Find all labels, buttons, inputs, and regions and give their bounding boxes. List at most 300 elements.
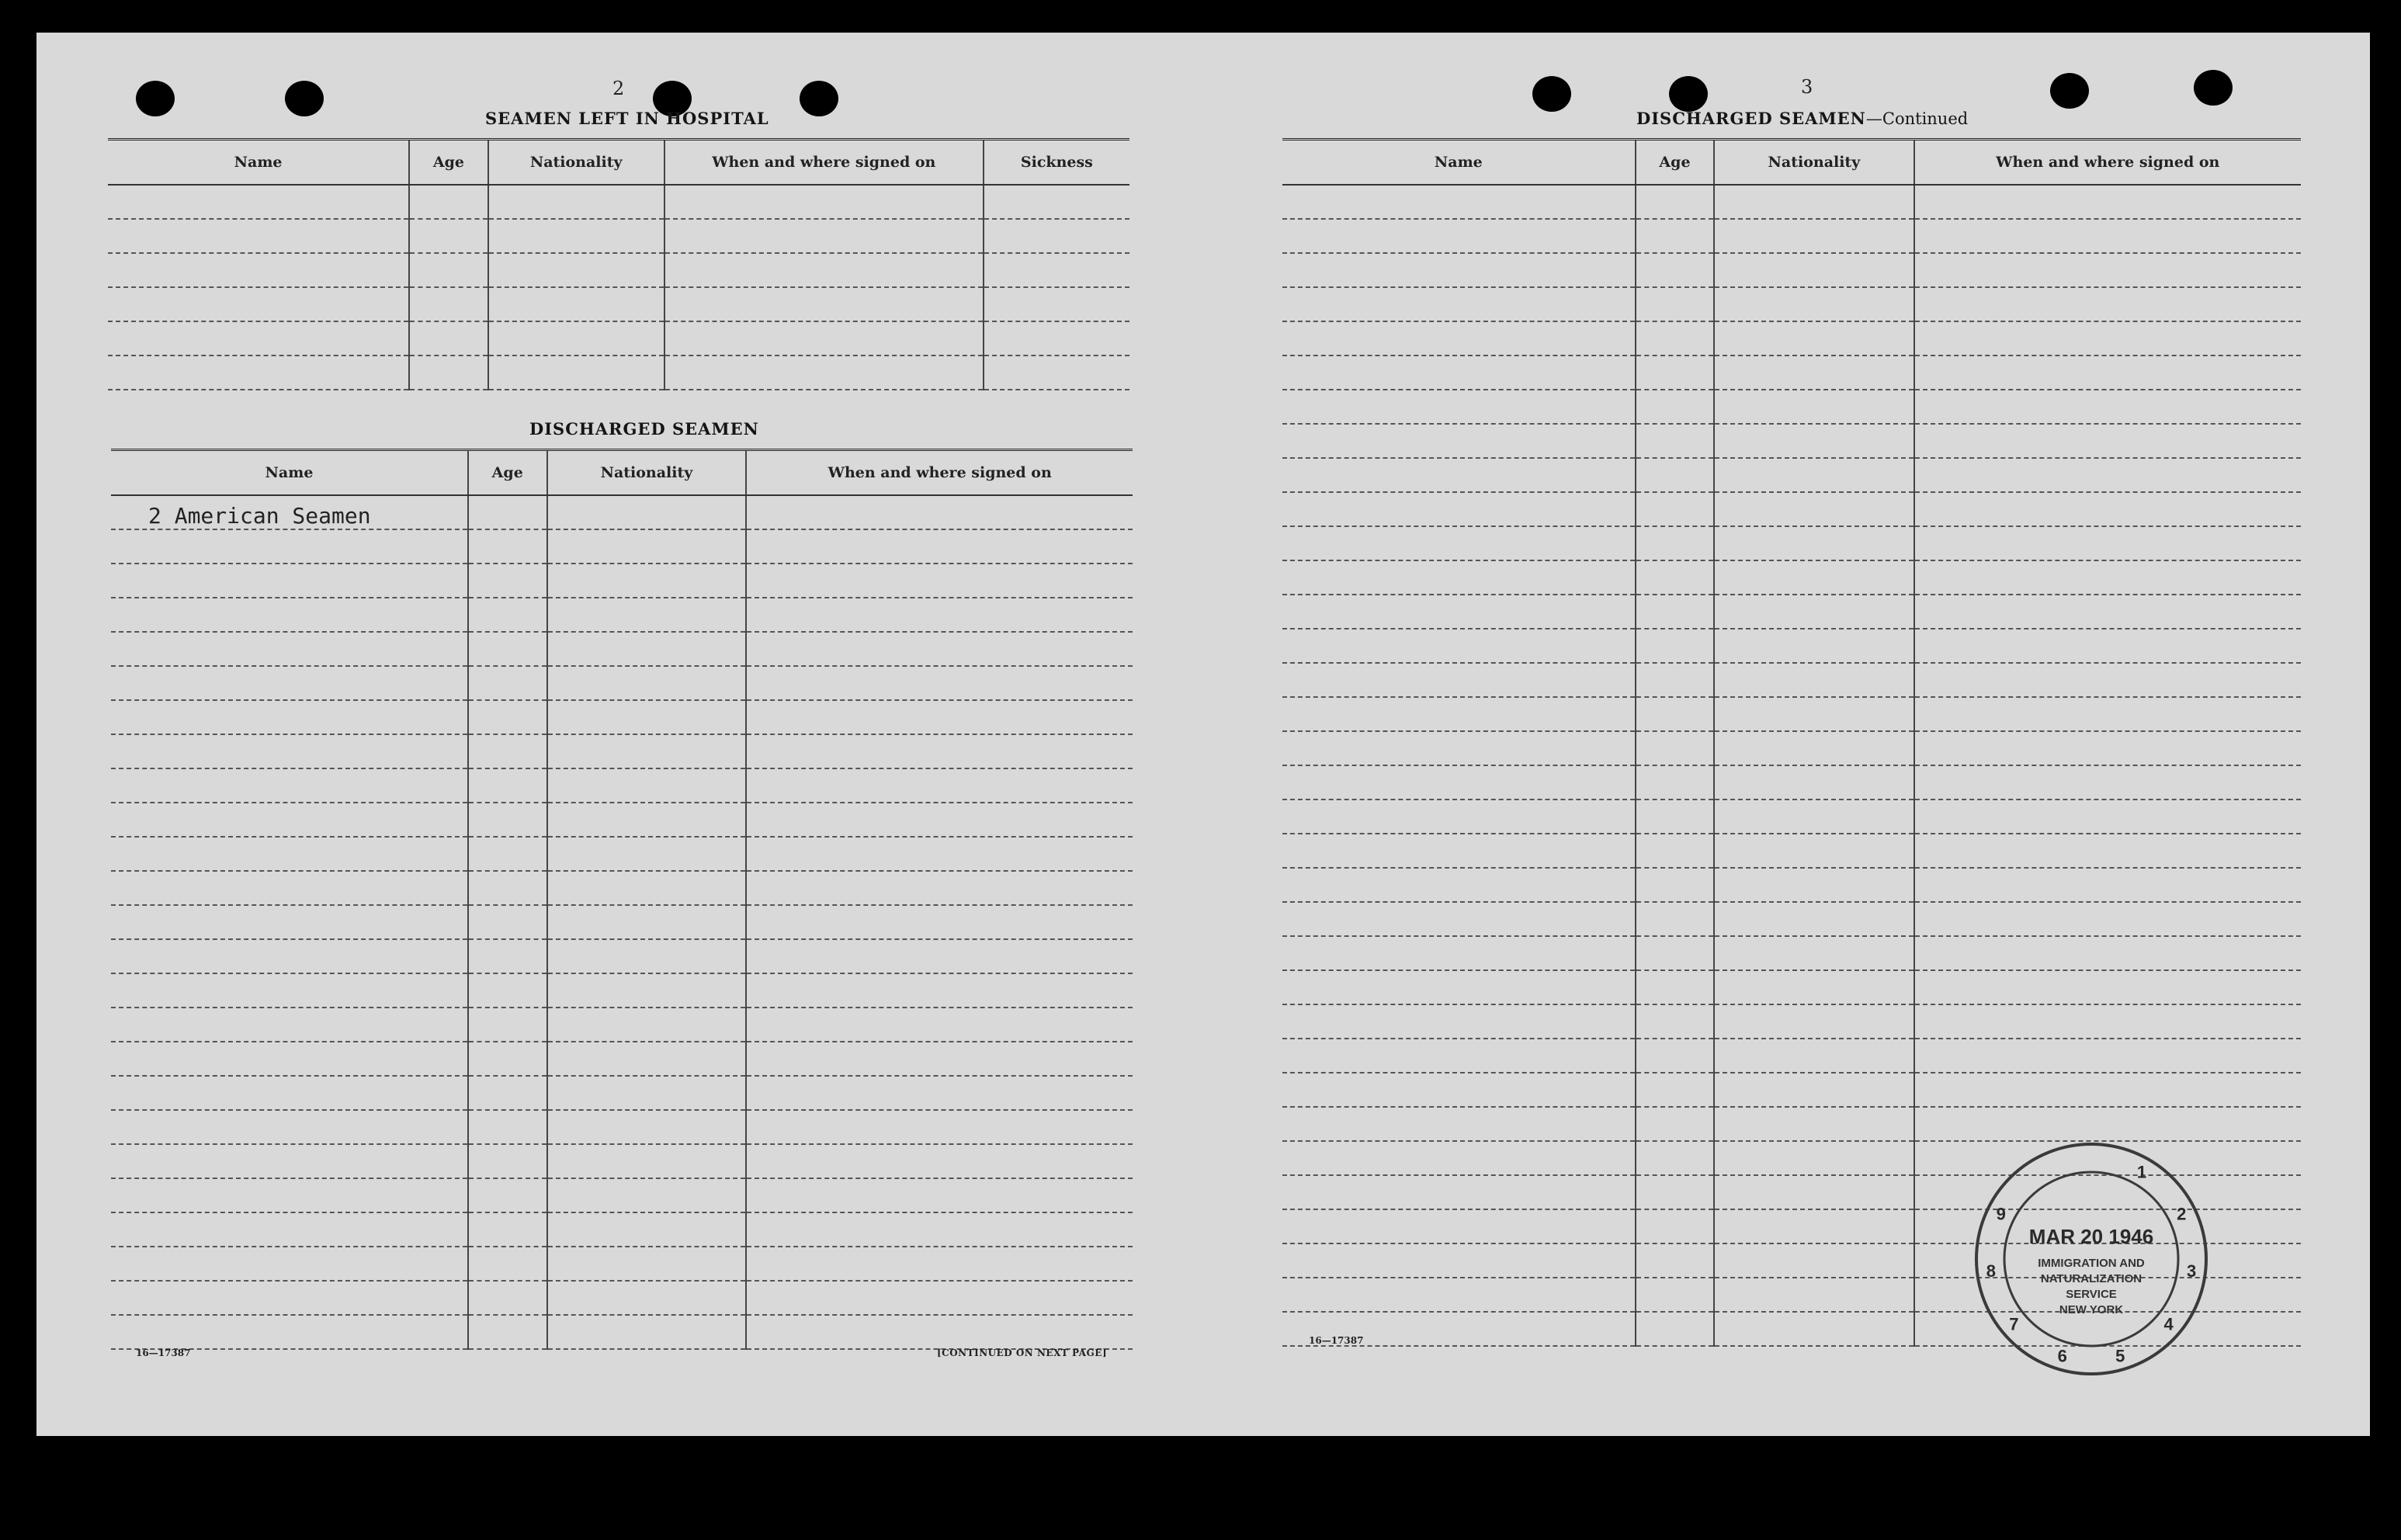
table-cell	[1282, 868, 1636, 902]
table-cell	[1282, 1243, 1636, 1278]
table-cell	[1282, 629, 1636, 663]
table-cell	[1636, 1004, 1715, 1039]
table-row	[111, 1110, 1133, 1144]
table-cell	[468, 837, 547, 871]
table-row	[111, 529, 1133, 564]
table-cell	[468, 1008, 547, 1042]
table-cell	[111, 1042, 468, 1076]
table-cell	[1636, 936, 1715, 970]
table-row	[111, 700, 1133, 734]
table-cell	[1636, 390, 1715, 424]
table-cell	[1914, 458, 2302, 492]
table-cell	[1636, 799, 1715, 834]
table-row	[1282, 492, 2301, 526]
table-row	[1282, 697, 2301, 731]
table-cell	[108, 356, 409, 390]
table-row	[111, 1315, 1133, 1349]
table-cell	[468, 1212, 547, 1247]
column-header: Age	[409, 140, 487, 186]
table-cell	[1914, 1039, 2302, 1073]
table-row	[1282, 390, 2301, 424]
table-cell	[1914, 663, 2302, 697]
table-cell	[468, 1247, 547, 1281]
table-cell	[746, 700, 1133, 734]
table-cell	[984, 185, 1129, 219]
table-cell	[1636, 219, 1715, 253]
table-cell	[1636, 731, 1715, 765]
table-cell	[409, 356, 487, 390]
table-cell	[547, 1247, 747, 1281]
column-header: When and where signed on	[664, 140, 984, 186]
table-cell	[547, 529, 747, 564]
table-cell	[1636, 1141, 1715, 1175]
table-cell	[111, 1144, 468, 1178]
table-cell	[1282, 1141, 1636, 1175]
table-cell	[1282, 390, 1636, 424]
table-cell	[547, 905, 747, 939]
table-cell	[1282, 697, 1636, 731]
stamp-line: NATURALIZATION	[2040, 1272, 2143, 1285]
table-header-row	[111, 450, 1133, 496]
column-header: When and where signed on	[746, 450, 1133, 496]
table-cell	[547, 1144, 747, 1178]
table-row	[1282, 834, 2301, 868]
stamp-ring-digit: 9	[1996, 1204, 2006, 1224]
table-cell	[1636, 595, 1715, 629]
table-cell	[111, 768, 468, 803]
table-cell	[547, 1212, 747, 1247]
table-cell	[746, 973, 1133, 1008]
table-cell	[1714, 663, 1914, 697]
page-number: 2	[612, 78, 625, 99]
table-cell	[1282, 287, 1636, 321]
table-cell	[1714, 697, 1914, 731]
table-cell	[1636, 1312, 1715, 1346]
table-cell	[1714, 1278, 1914, 1312]
table-cell	[108, 287, 409, 321]
table-cell	[468, 1042, 547, 1076]
table-row	[111, 939, 1133, 973]
table-cell	[1914, 902, 2302, 936]
table-cell	[488, 287, 664, 321]
table-cell	[468, 768, 547, 803]
table-cell	[1282, 595, 1636, 629]
table-cell	[111, 734, 468, 768]
table-cell	[108, 321, 409, 356]
table-row	[108, 185, 1129, 219]
table-cell	[468, 564, 547, 598]
table-row	[111, 905, 1133, 939]
table-cell	[468, 939, 547, 973]
table-cell	[111, 973, 468, 1008]
column-header: Name	[1282, 140, 1636, 186]
column-header: Name	[108, 140, 409, 186]
hospital-section-title: SEAMEN LEFT IN HOSPITAL	[485, 109, 769, 128]
table-cell	[547, 1281, 747, 1315]
table-cell	[1636, 629, 1715, 663]
table-cell	[488, 321, 664, 356]
table-cell	[1282, 492, 1636, 526]
table-cell	[1636, 868, 1715, 902]
table-cell	[1282, 731, 1636, 765]
table-cell	[1636, 424, 1715, 458]
table-cell	[1714, 526, 1914, 560]
table-row	[1282, 629, 2301, 663]
table-cell	[1714, 936, 1914, 970]
table-cell	[468, 734, 547, 768]
table-cell	[1914, 868, 2302, 902]
table-row	[1282, 970, 2301, 1004]
stamp-ring-digit: 4	[2163, 1314, 2174, 1334]
table-row	[111, 837, 1133, 871]
table-cell	[468, 632, 547, 666]
table-cell	[1636, 253, 1715, 287]
stamp-ring-digit: 2	[2177, 1204, 2187, 1224]
table-cell	[1282, 663, 1636, 697]
stamp-ring-digit: 5	[2115, 1346, 2125, 1366]
table-cell	[1282, 458, 1636, 492]
table-cell	[1636, 902, 1715, 936]
table-cell	[746, 803, 1133, 837]
table-cell	[1282, 1209, 1636, 1243]
continued-note: [CONTINUED ON NEXT PAGE]	[937, 1348, 1108, 1358]
stamp-date: MAR 20 1946	[2028, 1225, 2154, 1248]
table-cell	[468, 495, 547, 529]
table-row	[1282, 1004, 2301, 1039]
table-cell	[1282, 424, 1636, 458]
table-cell	[111, 495, 468, 529]
table-cell	[1714, 356, 1914, 390]
table-row	[108, 321, 1129, 356]
column-header: Name	[111, 450, 468, 496]
table-row	[1282, 1073, 2301, 1107]
table-cell	[547, 1076, 747, 1110]
table-cell	[488, 356, 664, 390]
table-cell	[111, 666, 468, 700]
table-cell	[1914, 936, 2302, 970]
table-cell	[547, 1008, 747, 1042]
table-cell	[984, 219, 1129, 253]
table-cell	[547, 700, 747, 734]
table-cell	[1714, 970, 1914, 1004]
table-cell	[1636, 356, 1715, 390]
table-cell	[1714, 595, 1914, 629]
table-cell	[1282, 936, 1636, 970]
table-cell	[1714, 1039, 1914, 1073]
table-row	[1282, 356, 2301, 390]
table-cell	[746, 1247, 1133, 1281]
table-cell	[1714, 799, 1914, 834]
table-cell	[468, 666, 547, 700]
table-cell	[547, 564, 747, 598]
table-cell	[1282, 185, 1636, 219]
table-cell	[1714, 458, 1914, 492]
table-row	[111, 1212, 1133, 1247]
table-row	[1282, 1039, 2301, 1073]
table-cell	[1714, 1004, 1914, 1039]
table-cell	[1282, 321, 1636, 356]
table-cell	[1914, 970, 2302, 1004]
stamp-ring-digit: 1	[2136, 1162, 2147, 1182]
table-cell	[468, 598, 547, 632]
punch-hole	[285, 81, 324, 116]
table-row	[1282, 185, 2301, 219]
table-cell	[468, 905, 547, 939]
table-cell	[746, 1008, 1133, 1042]
table-cell	[1914, 1107, 2302, 1141]
immigration-date-stamp	[1967, 1143, 2215, 1375]
table-cell	[468, 1076, 547, 1110]
table-cell	[1914, 731, 2302, 765]
table-cell	[547, 1110, 747, 1144]
stamp-ring-digit: 7	[2009, 1314, 2019, 1334]
table-cell	[1914, 253, 2302, 287]
table-cell	[111, 939, 468, 973]
table-cell	[984, 321, 1129, 356]
table-row	[111, 1076, 1133, 1110]
table-cell	[1914, 526, 2302, 560]
stamp-line: SERVICE	[2066, 1288, 2117, 1301]
column-header: Age	[468, 450, 547, 496]
seamen-entry: 2 American Seamen	[148, 503, 371, 529]
table-cell	[468, 1281, 547, 1315]
table-cell	[111, 632, 468, 666]
table-cell	[1636, 1175, 1715, 1209]
table-cell	[746, 666, 1133, 700]
table-row	[1282, 731, 2301, 765]
column-header: Nationality	[547, 450, 747, 496]
table-cell	[1636, 834, 1715, 868]
table-cell	[1714, 1175, 1914, 1209]
table-cell	[108, 185, 409, 219]
table-cell	[111, 905, 468, 939]
table-cell	[1282, 799, 1636, 834]
table-row	[111, 1178, 1133, 1212]
table-cell	[746, 564, 1133, 598]
table-cell	[1636, 1278, 1715, 1312]
table-cell	[1282, 970, 1636, 1004]
table-row	[111, 768, 1133, 803]
table-cell	[1914, 765, 2302, 799]
table-row	[111, 564, 1133, 598]
table-cell	[1636, 697, 1715, 731]
table-cell	[1914, 390, 2302, 424]
table-row	[1282, 253, 2301, 287]
table-cell	[746, 1212, 1133, 1247]
table-row	[108, 219, 1129, 253]
table-cell	[664, 185, 984, 219]
hospital-table	[108, 138, 1129, 390]
table-cell	[547, 871, 747, 905]
table-cell	[547, 632, 747, 666]
table-cell	[664, 321, 984, 356]
table-cell	[746, 939, 1133, 973]
table-row	[111, 666, 1133, 700]
table-cell	[1714, 1107, 1914, 1141]
table-cell	[111, 1008, 468, 1042]
table-cell	[1914, 1004, 2302, 1039]
table-cell	[111, 1110, 468, 1144]
table-cell	[1636, 663, 1715, 697]
column-header: Age	[1636, 140, 1715, 186]
table-cell	[1914, 287, 2302, 321]
table-cell	[1636, 1243, 1715, 1278]
table-row	[111, 598, 1133, 632]
table-row	[1282, 936, 2301, 970]
table-cell	[1636, 1073, 1715, 1107]
table-cell	[1914, 799, 2302, 834]
table-cell	[1714, 560, 1914, 595]
table-cell	[488, 219, 664, 253]
table-cell	[1282, 1278, 1636, 1312]
table-cell	[984, 356, 1129, 390]
table-row	[111, 632, 1133, 666]
table-row	[1282, 663, 2301, 697]
table-row	[1282, 424, 2301, 458]
table-cell	[111, 1178, 468, 1212]
table-cell	[1914, 424, 2302, 458]
table-cell	[111, 1315, 468, 1349]
table-cell	[547, 734, 747, 768]
table-cell	[1714, 834, 1914, 868]
table-cell	[1914, 356, 2302, 390]
table-cell	[1914, 321, 2302, 356]
table-cell	[1914, 1073, 2302, 1107]
table-cell	[746, 1315, 1133, 1349]
table-cell	[1636, 560, 1715, 595]
table-cell	[984, 253, 1129, 287]
table-cell	[1914, 185, 2302, 219]
table-row	[1282, 560, 2301, 595]
table-cell	[1282, 526, 1636, 560]
punch-hole	[1532, 76, 1571, 112]
table-header-row	[108, 140, 1129, 186]
table-cell	[746, 1178, 1133, 1212]
table-cell	[111, 529, 468, 564]
table-cell	[1714, 902, 1914, 936]
table-cell	[547, 666, 747, 700]
discharged-continued-title	[1636, 109, 1968, 128]
table-row	[1282, 321, 2301, 356]
table-cell	[488, 253, 664, 287]
table-row	[111, 734, 1133, 768]
right-page	[1199, 33, 2370, 1436]
table-header-row	[1282, 140, 2301, 186]
table-cell	[468, 1315, 547, 1349]
table-cell	[547, 768, 747, 803]
table-row	[111, 1144, 1133, 1178]
table-cell	[1714, 321, 1914, 356]
table-cell	[1282, 834, 1636, 868]
table-row	[1282, 765, 2301, 799]
table-row	[111, 495, 1133, 529]
table-cell	[409, 253, 487, 287]
table-cell	[1636, 765, 1715, 799]
table-cell	[468, 1110, 547, 1144]
table-cell	[108, 219, 409, 253]
table-cell	[1914, 219, 2302, 253]
form-number: 16—17387	[1309, 1335, 1364, 1346]
punch-hole	[2050, 73, 2089, 109]
punch-hole	[136, 81, 175, 116]
table-cell	[547, 803, 747, 837]
table-cell	[1282, 1175, 1636, 1209]
left-page	[36, 33, 1205, 1436]
table-row	[111, 1008, 1133, 1042]
table-cell	[746, 495, 1133, 529]
table-cell	[1914, 697, 2302, 731]
table-cell	[1914, 595, 2302, 629]
table-cell	[547, 1042, 747, 1076]
table-cell	[1714, 868, 1914, 902]
stamp-line: IMMIGRATION AND	[2038, 1257, 2145, 1270]
table-cell	[468, 700, 547, 734]
table-cell	[1282, 1004, 1636, 1039]
table-cell	[1636, 458, 1715, 492]
table-row	[111, 973, 1133, 1008]
table-cell	[547, 598, 747, 632]
table-cell	[468, 529, 547, 564]
table-cell	[746, 1281, 1133, 1315]
table-cell	[746, 905, 1133, 939]
table-cell	[746, 1076, 1133, 1110]
column-header: When and where signed on	[1914, 140, 2302, 186]
table-cell	[1714, 253, 1914, 287]
table-cell	[111, 1212, 468, 1247]
table-cell	[1714, 731, 1914, 765]
title-suffix: —Continued	[1865, 109, 1969, 128]
table-cell	[409, 287, 487, 321]
table-row	[1282, 526, 2301, 560]
table-row	[111, 871, 1133, 905]
table-cell	[409, 321, 487, 356]
table-cell	[111, 700, 468, 734]
table-cell	[1714, 185, 1914, 219]
table-cell	[746, 1144, 1133, 1178]
table-row	[1282, 458, 2301, 492]
table-cell	[1282, 356, 1636, 390]
table-row	[108, 356, 1129, 390]
table-cell	[111, 871, 468, 905]
table-cell	[746, 598, 1133, 632]
table-cell	[1714, 287, 1914, 321]
table-row	[1282, 1107, 2301, 1141]
table-cell	[746, 871, 1133, 905]
table-row	[1282, 595, 2301, 629]
table-cell	[108, 253, 409, 287]
table-row	[1282, 799, 2301, 834]
table-cell	[1714, 492, 1914, 526]
table-cell	[746, 632, 1133, 666]
discharged-section-title: DISCHARGED SEAMEN	[529, 419, 759, 439]
table-row	[1282, 868, 2301, 902]
table-cell	[409, 219, 487, 253]
table-cell	[1282, 560, 1636, 595]
table-row	[1282, 219, 2301, 253]
table-cell	[1714, 1209, 1914, 1243]
punch-hole	[800, 81, 838, 116]
table-row	[111, 1042, 1133, 1076]
title-main: DISCHARGED SEAMEN	[1636, 109, 1866, 128]
table-cell	[664, 356, 984, 390]
table-cell	[488, 185, 664, 219]
table-row	[111, 803, 1133, 837]
table-cell	[1636, 526, 1715, 560]
column-header: Sickness	[984, 140, 1129, 186]
table-cell	[547, 1178, 747, 1212]
table-row	[1282, 902, 2301, 936]
table-cell	[746, 768, 1133, 803]
